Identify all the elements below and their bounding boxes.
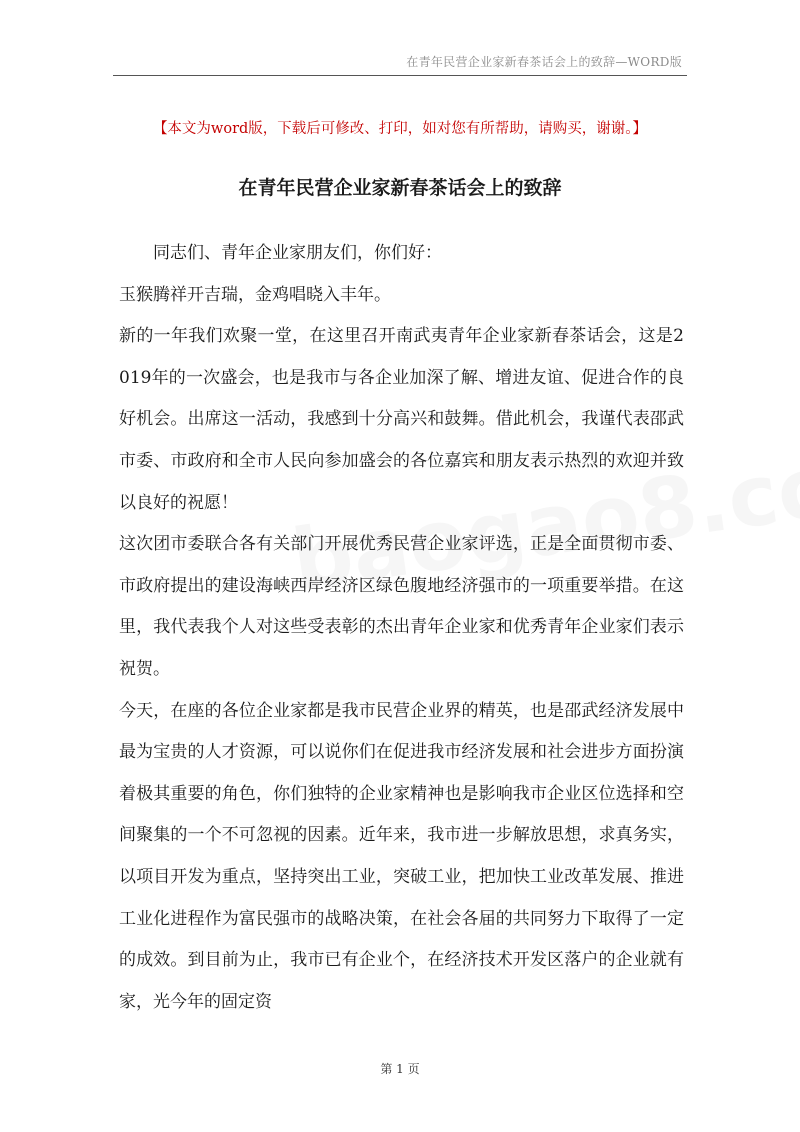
body-paragraph: 新的一年我们欢聚一堂，在这里召开南武夷青年企业家新春茶话会，这是2019年的一次盛会，也是我市与各企业加深了解、增进友谊、促进合作的良好机会。出席这一活动，我感到十分高兴和鼓舞。借此机会，我谨代表邵武市委、市政府和全市人民向参加盛会的各位嘉宾和朋友表示热烈的欢迎并致以良好的祝愿！ [119, 326, 684, 513]
document-body [119, 233, 684, 1023]
download-notice: 【本文为word版，下载后可修改、打印，如对您有所帮助，请购买，谢谢。】 [152, 121, 648, 137]
greeting-paragraph: 同志们、青年企业家朋友们，你们好： [153, 243, 442, 263]
header-divider [113, 75, 687, 76]
body-paragraph: 今天，在座的各位企业家都是我市民营企业界的精英，也是邵武经济发展中最为宝贵的人才资源，可以说你们在促进我市经济发展和社会进步方面扮演着极其重要的角色，你们独特的企业家精神也是影响我市企业区位选择和空间聚集的一个不可忽视的因素。近年来，我市进一步解放思想，求真务实，以项目开发为重点，坚持突出工业，突破工业，把加快工业改革发展、推进工业化进程作为富民强市的战略决策，在社会各届的共同努力下取得了一定的成效。到目前为止，我市已有企业个，在经济技术开发区落户的企业就有家，光今年的固定资 [119, 700, 684, 1012]
document-title: 在青年民营企业家新春茶话会上的致辞 [238, 177, 562, 199]
running-header: 在青年民营企业家新春茶话会上的致辞—WORD版 [406, 55, 682, 69]
couplet-paragraph: 玉猴腾祥开吉瑞，金鸡唱晓入丰年。 [119, 284, 391, 305]
page-number: 第 1 页 [380, 1062, 420, 1076]
body-paragraph: 这次团市委联合各有关部门开展优秀民营企业家评选，正是全面贯彻市委、市政府提出的建设海峡西岸经济区绿色腹地经济强市的一项重要举措。在这里，我代表我个人对这些受表彰的杰出青年企业家和优秀青年企业家们表示祝贺。 [119, 534, 684, 679]
